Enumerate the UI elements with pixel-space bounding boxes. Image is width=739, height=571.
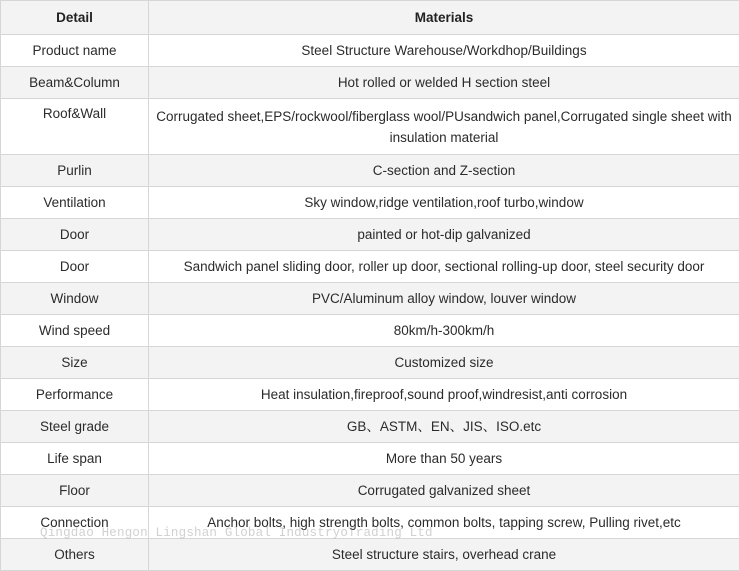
row-value: C-section and Z-section — [149, 155, 739, 187]
header-detail: Detail — [1, 1, 149, 35]
row-label: Roof&Wall — [1, 99, 149, 155]
row-value: Steel Structure Warehouse/Workdhop/Buildings — [149, 35, 739, 67]
table-row — [1, 155, 739, 187]
row-value: More than 50 years — [149, 443, 739, 475]
row-label: Life span — [1, 443, 149, 475]
table-row — [1, 219, 739, 251]
row-value: Sandwich panel sliding door, roller up door, sectional rolling-up door, steel security door — [149, 251, 739, 283]
row-value: Corrugated galvanized sheet — [149, 475, 739, 507]
row-label: Beam&Column — [1, 67, 149, 99]
row-value: Sky window,ridge ventilation,roof turbo,window — [149, 187, 739, 219]
row-label: Ventilation — [1, 187, 149, 219]
row-label: Product name — [1, 35, 149, 67]
table-row — [1, 283, 739, 315]
row-value: GB、ASTM、EN、JIS、ISO.etc — [149, 411, 739, 443]
table-header-row — [1, 1, 739, 35]
table-row — [1, 347, 739, 379]
row-label: Connection — [1, 507, 149, 539]
table-row — [1, 379, 739, 411]
table-row — [1, 539, 739, 571]
row-label: Door — [1, 251, 149, 283]
row-value: PVC/Aluminum alloy window, louver window — [149, 283, 739, 315]
row-value: painted or hot-dip galvanized — [149, 219, 739, 251]
row-label: Wind speed — [1, 315, 149, 347]
row-value: Customized size — [149, 347, 739, 379]
row-value: 80km/h-300km/h — [149, 315, 739, 347]
row-label: Purlin — [1, 155, 149, 187]
table-row — [1, 475, 739, 507]
row-label: Steel grade — [1, 411, 149, 443]
row-value: Hot rolled or welded H section steel — [149, 67, 739, 99]
table-row — [1, 315, 739, 347]
table-row — [1, 35, 739, 67]
row-label: Door — [1, 219, 149, 251]
table-row — [1, 67, 739, 99]
table-row — [1, 507, 739, 539]
table-row — [1, 251, 739, 283]
row-label: Floor — [1, 475, 149, 507]
table-row — [1, 411, 739, 443]
table-row — [1, 443, 739, 475]
row-label: Performance — [1, 379, 149, 411]
row-label: Others — [1, 539, 149, 571]
row-value: Anchor bolts, high strength bolts, common bolts, tapping screw, Pulling rivet,etc — [149, 507, 739, 539]
row-value: Steel structure stairs, overhead crane — [149, 539, 739, 571]
table-row — [1, 187, 739, 219]
row-label: Window — [1, 283, 149, 315]
table-row — [1, 99, 739, 155]
row-value: Heat insulation,fireproof,sound proof,windresist,anti corrosion — [149, 379, 739, 411]
row-value: Corrugated sheet,EPS/rockwool/fiberglass wool/PUsandwich panel,Corrugated single sheet with insulation material — [149, 99, 739, 155]
watermark: Qingdao Hengon Lingshan Global IndustryoTrading Ltd — [40, 526, 433, 540]
row-label: Size — [1, 347, 149, 379]
header-materials: Materials — [149, 1, 739, 35]
